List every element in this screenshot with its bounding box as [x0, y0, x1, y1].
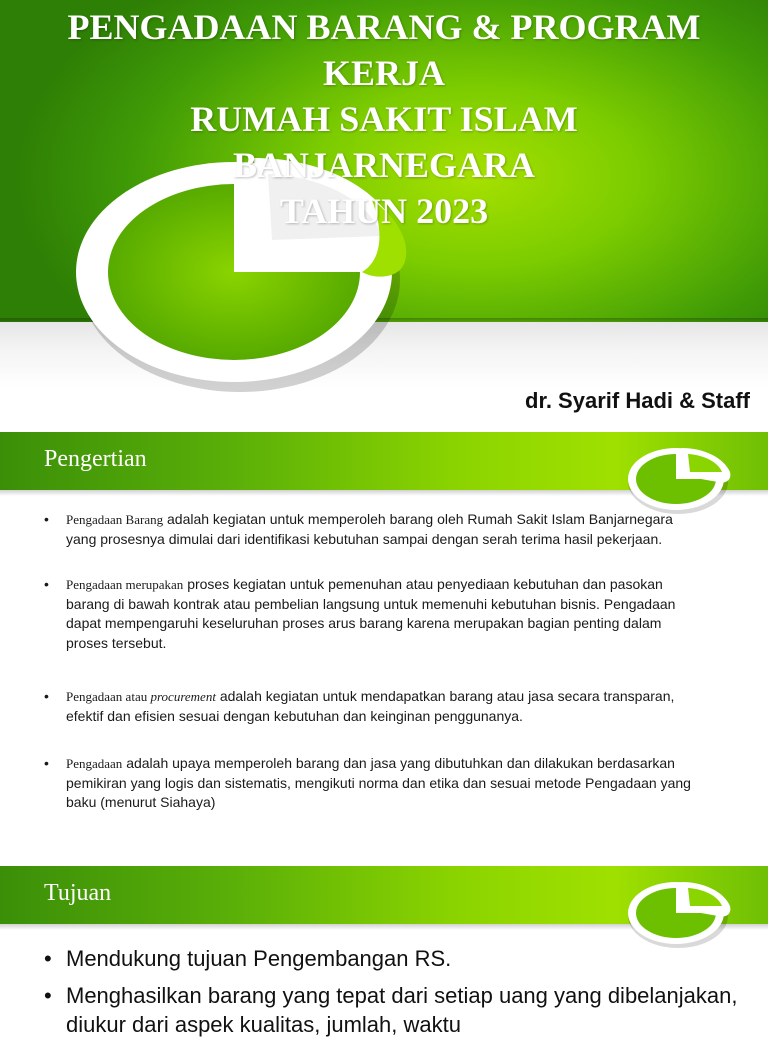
objectives-list: [44, 944, 744, 1039]
title-line: RUMAH SAKIT ISLAM: [190, 99, 578, 139]
title-line: TAHUN 2023: [279, 191, 489, 231]
list-item: • Pengadaan merupakan proses kegiatan untuk pemenuhan atau penyediaan kebutuhan dan pasokan barang di bawah kontrak atau pembelian langsung untuk memenuhi kebutuhan bisnis. Pengadaan dapat mempengaruhi keseluruhan proses arus barang karena merupakan bagian penting dalam proses tersebut.: [44, 575, 704, 653]
list-item: • Pengadaan adalah upaya memperoleh barang dan jasa yang dibutuhkan dan dilakukan berdasarkan pemikiran yang logis dan sistematis, mengikuti norma dan etika dan sesuai metode Pengadaan yang baku (menurut Siahaya): [44, 754, 704, 813]
presentation-title: [20, 4, 748, 234]
list-item: • Menghasilkan barang yang tepat dari setiap uang yang dibelanjakan, diukur dari aspek kualitas, jumlah, waktu: [44, 981, 744, 1039]
list-item: • Pengadaan Barang adalah kegiatan untuk memperoleh barang oleh Rumah Sakit Islam Banjarnegara yang prosesnya dimulai dari identifikasi kebutuhan sampai dengan serah terima hasil pekerjaan.: [44, 510, 704, 549]
title-line: BANJARNEGARA: [232, 145, 535, 185]
slide-heading: Pengertian: [44, 446, 147, 472]
title-slide: [0, 0, 768, 432]
pie-chart-logo-icon: [626, 876, 738, 948]
pie-chart-logo-icon: [626, 442, 738, 514]
list-item: • Mendukung tujuan Pengembangan RS.: [44, 944, 744, 973]
objectives-slide: [0, 866, 768, 1037]
title-line: KERJA: [322, 53, 445, 93]
slide-heading: Tujuan: [44, 880, 112, 906]
author-name: dr. Syarif Hadi & Staff: [525, 388, 750, 413]
definition-slide: [0, 432, 768, 866]
definition-list: [44, 510, 704, 813]
list-item: • Pengadaan atau procurement adalah kegiatan untuk mendapatkan barang atau jasa secara transparan, efektif dan efisien sesuai dengan kebutuhan dan keinginan penggunanya.: [44, 687, 704, 726]
title-line: PENGADAAN BARANG & PROGRAM: [67, 7, 701, 47]
